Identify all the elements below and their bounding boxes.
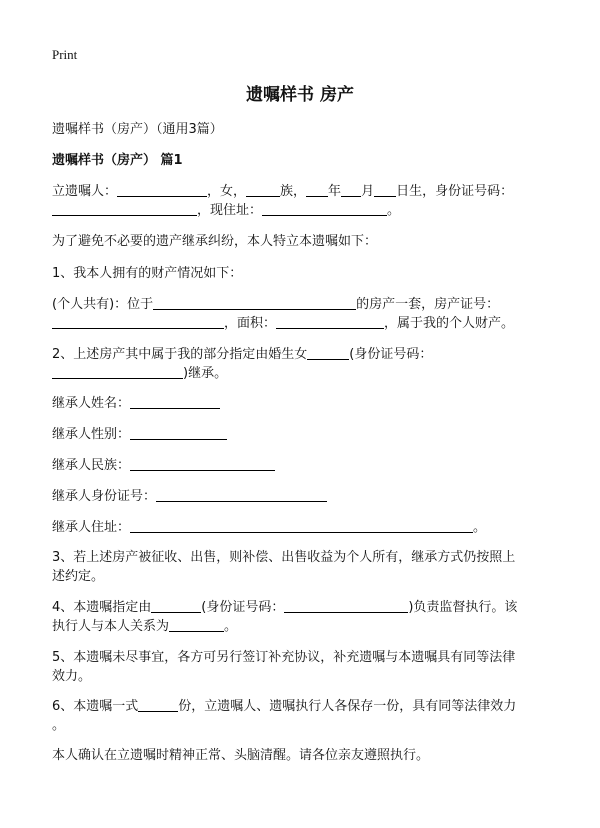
heir-name-line (52, 395, 220, 413)
text: ，属于我的个人财产。 (384, 316, 515, 331)
item-6-line-2: 。 (52, 718, 66, 733)
text: 4、本遗嘱指定由 (52, 600, 152, 615)
text: 继承人民族： (52, 458, 131, 473)
property-line-2 (52, 315, 514, 333)
blank-heir-address[interactable] (130, 519, 473, 533)
text: 6、本遗嘱一式 (52, 699, 139, 714)
blank-ethnicity[interactable] (246, 183, 280, 197)
blank-heir-id[interactable] (156, 488, 327, 502)
heir-id-line (52, 488, 327, 506)
text: (个人共有)：位于 (52, 297, 154, 312)
intro-line: 遗嘱样书（房产）（通用3篇） (52, 122, 223, 137)
item-5-line-1: 5、本遗嘱未尽事宜，各方可另行签订补充协议，补充遗嘱与本遗嘱具有同等法律 (52, 650, 516, 665)
text: ，女， (207, 184, 247, 199)
item-4-line-1 (52, 599, 517, 617)
blank-executor-relation[interactable] (169, 618, 224, 632)
text: (身份证号码： (349, 347, 433, 362)
heir-ethnic-line (52, 457, 275, 475)
item-5-line-2: 效力。 (52, 669, 92, 684)
text: ，现住址： (197, 203, 263, 218)
blank-executor-id[interactable] (284, 599, 408, 613)
text: 。 (473, 520, 487, 535)
section-subtitle: 遗嘱样书（房产） 篇1 (52, 153, 183, 168)
blank-testator-name[interactable] (117, 183, 207, 197)
text: )继承。 (183, 366, 228, 381)
text: )负责监督执行。该 (408, 600, 518, 615)
blank-executor-name[interactable] (151, 599, 201, 613)
blank-birth-day[interactable] (374, 183, 396, 197)
blank-address[interactable] (262, 202, 387, 216)
testator-line-2 (52, 202, 400, 220)
blank-daughter-id[interactable] (52, 365, 183, 379)
text: 。 (224, 619, 238, 634)
text: 族， (280, 184, 307, 199)
text: (身份证号码： (201, 600, 285, 615)
blank-daughter-name[interactable] (307, 346, 349, 360)
item-1: 1、我本人拥有的财产情况如下： (52, 266, 243, 281)
purpose-line: 为了避免不必要的遗产继承纠纷，本人特立本遗嘱如下： (52, 234, 378, 249)
text: 日生，身份证号码： (396, 184, 514, 199)
item-3-line-2: 述约定。 (52, 569, 105, 584)
property-line-1 (52, 296, 499, 314)
item-2-line-1 (52, 346, 432, 364)
blank-heir-ethnic[interactable] (130, 457, 275, 471)
text: 继承人性别： (52, 427, 131, 442)
heir-gender-line (52, 426, 227, 444)
print-label[interactable]: Print (52, 47, 78, 62)
item-6-line-1 (52, 698, 516, 716)
text: 2、上述房产其中属于我的部分指定由婚生女 (52, 347, 308, 362)
text: 的房产一套，房产证号： (356, 297, 500, 312)
blank-birth-year[interactable] (306, 183, 328, 197)
text: 。 (387, 203, 401, 218)
text: ，面积： (224, 316, 277, 331)
blank-property-location[interactable] (153, 296, 356, 310)
text: 继承人姓名： (52, 396, 131, 411)
confirmation-line: 本人确认在立遗嘱时精神正常、头脑清醒。请各位亲友遵照执行。 (52, 748, 430, 763)
text: 执行人与本人关系为 (52, 619, 170, 634)
blank-property-cert[interactable] (52, 315, 224, 329)
text: 立遗嘱人： (52, 184, 118, 199)
blank-birth-month[interactable] (341, 183, 361, 197)
text: 继承人住址： (52, 520, 131, 535)
text: 年 (328, 184, 342, 199)
text: 月 (361, 184, 375, 199)
document-title: 遗嘱样书 房产 (246, 85, 354, 105)
item-4-line-2 (52, 618, 237, 636)
blank-copies[interactable] (138, 698, 178, 712)
heir-address-line (52, 519, 486, 537)
blank-area[interactable] (276, 315, 384, 329)
blank-heir-name[interactable] (130, 395, 220, 409)
text: 继承人身份证号： (52, 489, 157, 504)
item-3-line-1: 3、若上述房产被征收、出售，则补偿、出售收益为个人所有，继承方式仍按照上 (52, 550, 516, 565)
text: 份，立遗嘱人、遗嘱执行人各保存一份，具有同等法律效力 (178, 699, 517, 714)
item-2-line-2 (52, 365, 227, 383)
testator-line-1 (52, 183, 513, 201)
blank-heir-gender[interactable] (130, 426, 227, 440)
blank-id-number[interactable] (52, 202, 197, 216)
